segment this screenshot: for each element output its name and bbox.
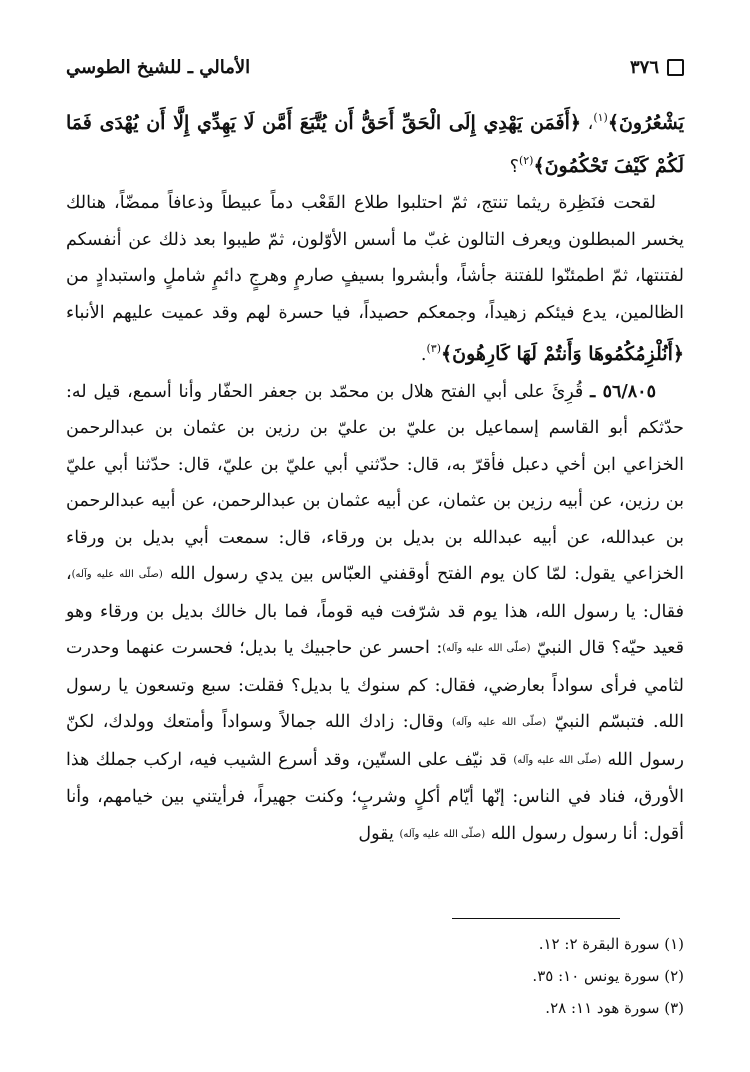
quran-verse-2: ﴿أَفَمَن يَهْدِي إِلَى الْحَقِّ أَحَقُّ أَن يُتَّبَعَ أَمَّن لَا يَهِدِّي إِلَّا أَن يُهْدَى فَمَا لَكُمْ كَيْفَ تَحْكُمُونَ﴾ (66, 112, 684, 177)
separator: ، (581, 114, 594, 134)
hadith-number: ٥٦/٨٠٥ ـ (590, 381, 656, 402)
footnote-3: (٣) سورة هود ١١: ٢٨. (545, 999, 684, 1017)
salawat-mark-3: (صلّى الله عليه وآله) (451, 717, 547, 728)
hadith-text-d: وقال: زادك الله جمالاً وسواداً وأمتعك وولدك، لكنّ رسول الله (66, 712, 684, 770)
hadith-text-c: : احسر عن حاجبيك يا بديل؛ فحسرت عنهما وحدرت لثامي فرأى سواداً بعارضي، فقال: كم سنوك يا بديل؟ فقلت: سبع وتسعون يا رسول الله. فتبسّم النبيّ (66, 638, 684, 732)
salawat-mark-4: (صلّى الله عليه وآله) (513, 754, 602, 766)
book-title: الأمالي ـ للشيخ الطوسي (66, 56, 251, 78)
footnote-ref-1: (١) (593, 111, 608, 124)
page-body (66, 100, 684, 853)
footnote-1: (١) سورة البقرة ٢: ١٢. (538, 935, 684, 953)
square-marker-icon (667, 59, 684, 76)
hadith-text-e: قد نيّف على الستّين، وقد أسرع الشيب فيه، اركب جملك هذا الأورق، فناد في الناس: إنّها أيّام أكلٍ وشربٍ؛ وكنت جهيراً، فرأيتني بين خيامهم، وأنا أقول: أنا رسول رسول الله (66, 749, 684, 844)
quran-verse-3: ﴿أَنُلْزِمُكُمُوهَا وَأَنتُمْ لَهَا كَارِهُونَ﴾ (441, 343, 684, 365)
footnotes (66, 928, 684, 1024)
hadith-text-f: يقول (358, 823, 400, 844)
question-mark: ؟ (509, 156, 519, 177)
paragraph-text: لقحت فنَظِرة ريثما تنتج، ثمّ احتلبوا طلاع القَعْب دماً عبيطاً وذعافاً ممضّاً، هنالك يخسر المبطلون ويعرف التالون غبّ ما أسس الأوّلون، ثمّ طيبوا بعد ذلك عن أنفسكم لفتنتها، ثمّ اطمئنّوا للفتنة جأشاً، وأبشروا بسيفٍ صارمٍ وهرجٍ دائمٍ شاملٍ واستبدادٍ من الظالمين، يدع فيئكم زهيداً، وجمعكم حصيداً، فيا حسرة لهم وقد عميت عليهم الأنباء (66, 193, 684, 323)
paragraph-fitna (66, 185, 684, 374)
page-number: ٣٧٦ (629, 56, 659, 78)
salawat-mark-5: (صلّى الله عليه وآله) (399, 828, 486, 840)
page-number-group (630, 57, 684, 78)
paragraph-hadith (66, 374, 684, 854)
quran-verse: يَشْعُرُونَ﴾ (607, 112, 684, 134)
hadith-text-a: قُرِئَ على أبي الفتح هلال بن محمّد بن جعفر الحفّار وأنا أسمع، قيل له: حدّثكم أبو القاسم إسماعيل بن عليّ بن عليّ بن رزين بن عثمان بن عبدالرحمن الخزاعي ابن أخي دعبل فأقرّ به، قال: حدّثني أبي عليّ بن عليّ، قال: حدّثنا أبي عليّ بن رزين، عن أبيه رزين بن عثمان، عن أبيه عثمان بن عبدالرحمن، عن أبيه عبدالرحمن بن عبدالله، عن أبيه عبدالله بن بديل بن ورقاء، قال: سمعت أبي بديل بن ورقاء الخزاعي يقول: لمّا كان يوم الفتح أوقفني العبّاس بين يدي رسول الله (66, 381, 684, 584)
salawat-mark-1: (صلّى الله عليه وآله) (71, 569, 163, 580)
footnote-ref-3: (٣) (426, 342, 442, 355)
hadith-text-b: ، فقال: يا رسول الله، هذا يوم قد شرّفت فيه قوماً، فما بال خالك بديل بن ورقاء وهو قعيد حيّه؟ قال النبيّ (66, 564, 684, 658)
footnote-divider (452, 918, 620, 919)
salawat-mark-2: (صلّى الله عليه وآله) (442, 643, 531, 654)
footnote-2: (٢) سورة يونس ١٠: ٣٥. (532, 967, 684, 985)
page-header (66, 50, 684, 84)
footnote-ref-2: (٢) (518, 153, 534, 167)
full-stop: . (420, 345, 427, 365)
paragraph-quran-continuation (66, 100, 684, 185)
